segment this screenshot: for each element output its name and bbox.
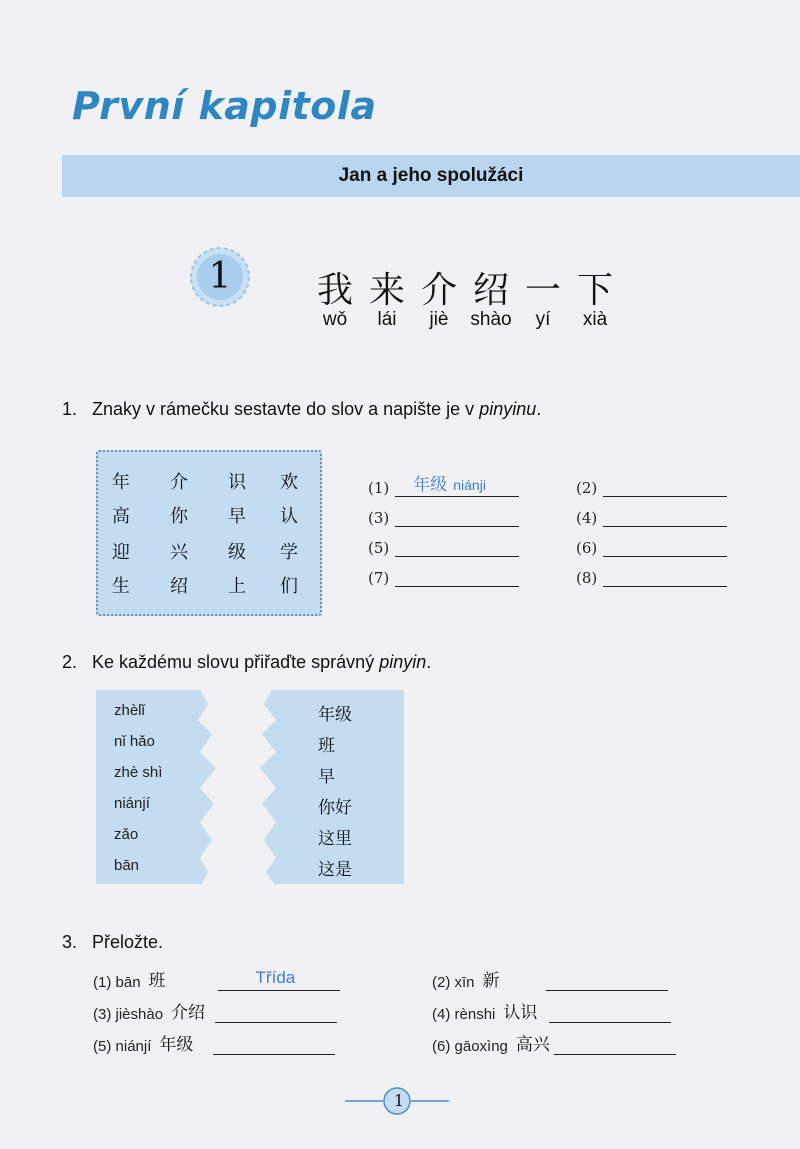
item-hanzi: 年级: [159, 1035, 194, 1055]
translation-field[interactable]: [549, 1002, 671, 1023]
task2-text-end: .: [426, 652, 432, 672]
task1-text: Znaky v rámečku sestavte do slov a napište je v: [92, 399, 480, 419]
match-pinyin: nǐ hǎo: [114, 733, 155, 750]
lesson-pinyin-syllable: jiè: [429, 309, 449, 330]
answer-row-7: [368, 566, 519, 587]
grid-char: 认: [280, 506, 298, 527]
grid-char: 早: [228, 506, 246, 527]
grid-char: 年: [112, 472, 130, 493]
item-hanzi: 介绍: [171, 1003, 206, 1023]
answer-row-2: [576, 476, 727, 497]
match-pinyin: zhè shì: [114, 764, 163, 781]
task3-text: Přeložte.: [92, 932, 164, 952]
translation-field[interactable]: [218, 970, 340, 991]
answer-row-4: [576, 506, 727, 527]
translation-field[interactable]: [213, 1034, 335, 1055]
lesson-pinyin-syllable: lái: [377, 309, 397, 330]
match-hanzi: 班: [318, 736, 335, 756]
answer-row-8: [576, 566, 727, 587]
item-label: (3): [93, 1006, 112, 1023]
answer-label: (4): [576, 509, 598, 527]
lesson-title-hanzi: [310, 262, 620, 313]
item-label: (4): [432, 1006, 451, 1023]
answer-field[interactable]: [395, 506, 519, 527]
task1-instruction: [62, 399, 541, 420]
answer-field[interactable]: [395, 536, 519, 557]
match-pinyin: zhèlǐ: [114, 702, 145, 719]
lesson-pinyin-syllable: wǒ: [322, 309, 348, 330]
translate-item-5: [93, 1030, 335, 1055]
grid-char: 高: [112, 506, 130, 527]
handwritten-pinyin: niánji: [453, 477, 486, 493]
answer-field[interactable]: [603, 566, 727, 587]
task2-number: 2.: [62, 652, 78, 672]
grid-char: 学: [280, 542, 298, 563]
task3-number: 3.: [62, 932, 78, 952]
translation-field[interactable]: [546, 970, 668, 991]
task2-italic: pinyin: [379, 652, 427, 672]
answer-field[interactable]: [603, 536, 727, 557]
translate-item-1: [93, 966, 340, 991]
item-pinyin: niánjí: [115, 1038, 152, 1055]
item-pinyin: gāoxìng: [454, 1038, 508, 1055]
item-hanzi: 班: [148, 971, 166, 991]
match-hanzi: 这是: [318, 860, 352, 880]
page-number: 1: [393, 1091, 405, 1110]
match-pinyin: bān: [114, 857, 140, 874]
task1-text-end: .: [536, 399, 542, 419]
grid-char: 上: [228, 576, 246, 597]
item-pinyin: xīn: [454, 974, 475, 991]
item-hanzi: 认识: [503, 1003, 538, 1023]
character-box: [96, 450, 322, 616]
lesson-pinyin-syllable: xià: [582, 309, 608, 330]
translate-item-2: [432, 966, 668, 991]
item-label: (2): [432, 974, 451, 991]
item-hanzi: 高兴: [515, 1035, 550, 1055]
lesson-hanzi-char: 绍: [472, 270, 509, 311]
task2-instruction: [62, 652, 431, 673]
task3-instruction: [62, 932, 163, 953]
lesson-title-pinyin: [310, 309, 620, 331]
match-hanzi: 年级: [318, 705, 352, 725]
match-hanzi: 你好: [318, 798, 352, 818]
grid-char: 你: [170, 506, 188, 527]
translate-item-6: [432, 1030, 676, 1055]
item-label: (6): [432, 1038, 451, 1055]
match-hanzi: 这里: [318, 829, 352, 849]
answer-label: (5): [368, 539, 390, 557]
matching-panel: [96, 690, 404, 884]
match-pinyin: zǎo: [114, 826, 139, 843]
match-hanzi: 早: [318, 767, 335, 787]
item-label: (1): [93, 974, 112, 991]
grid-char: 级: [228, 542, 246, 563]
handwritten-translation: Třída: [255, 968, 296, 987]
task1-italic: pinyinu: [479, 399, 537, 419]
lesson-hanzi-char: 我: [316, 270, 353, 311]
grid-char: 识: [228, 472, 246, 493]
grid-char: 介: [170, 472, 188, 493]
answer-label: (3): [368, 509, 390, 527]
answer-field[interactable]: [603, 476, 727, 497]
chapter-title: První kapitola: [72, 84, 377, 128]
answer-field[interactable]: [395, 566, 519, 587]
answer-label: (7): [368, 569, 390, 587]
translation-field[interactable]: [215, 1002, 337, 1023]
grid-char: 欢: [280, 472, 298, 493]
answer-label: (6): [576, 539, 598, 557]
lesson-pinyin-syllable: yí: [535, 309, 551, 330]
match-pinyin: niánjí: [114, 795, 150, 812]
item-pinyin: jièshào: [115, 1006, 164, 1023]
item-label: (5): [93, 1038, 112, 1055]
answer-row-1: [368, 476, 519, 497]
translate-item-4: [432, 998, 671, 1023]
lesson-number: 1: [208, 256, 232, 297]
item-pinyin: rènshi: [454, 1006, 496, 1023]
lesson-hanzi-char: 介: [420, 270, 457, 311]
answer-row-6: [576, 536, 727, 557]
translation-field[interactable]: [554, 1034, 676, 1055]
task2-text: Ke každému slovu přiřaďte správný: [92, 652, 380, 672]
grid-char: 们: [280, 576, 298, 597]
grid-char: 兴: [170, 542, 188, 563]
item-hanzi: 新: [482, 971, 500, 991]
answer-label: (2): [576, 479, 598, 497]
item-pinyin: bān: [115, 974, 141, 991]
translate-item-3: [93, 998, 337, 1023]
lesson-hanzi-char: 一: [524, 270, 561, 311]
handwritten-hanzi: 年级: [413, 475, 448, 495]
grid-char: 生: [112, 576, 130, 597]
answer-row-3: [368, 506, 519, 527]
answer-field[interactable]: [603, 506, 727, 527]
answer-label: (1): [368, 479, 390, 497]
lesson-hanzi-char: 来: [368, 270, 405, 311]
grid-char: 绍: [170, 576, 188, 597]
task1-number: 1.: [62, 399, 78, 419]
grid-char: 迎: [112, 542, 130, 563]
answer-label: (8): [576, 569, 598, 587]
lesson-subtitle: Jan a jeho spolužáci: [338, 165, 524, 186]
answer-field[interactable]: [395, 476, 519, 497]
lesson-pinyin-syllable: shào: [470, 309, 512, 330]
lesson-hanzi-char: 下: [576, 270, 613, 311]
answer-row-5: [368, 536, 519, 557]
